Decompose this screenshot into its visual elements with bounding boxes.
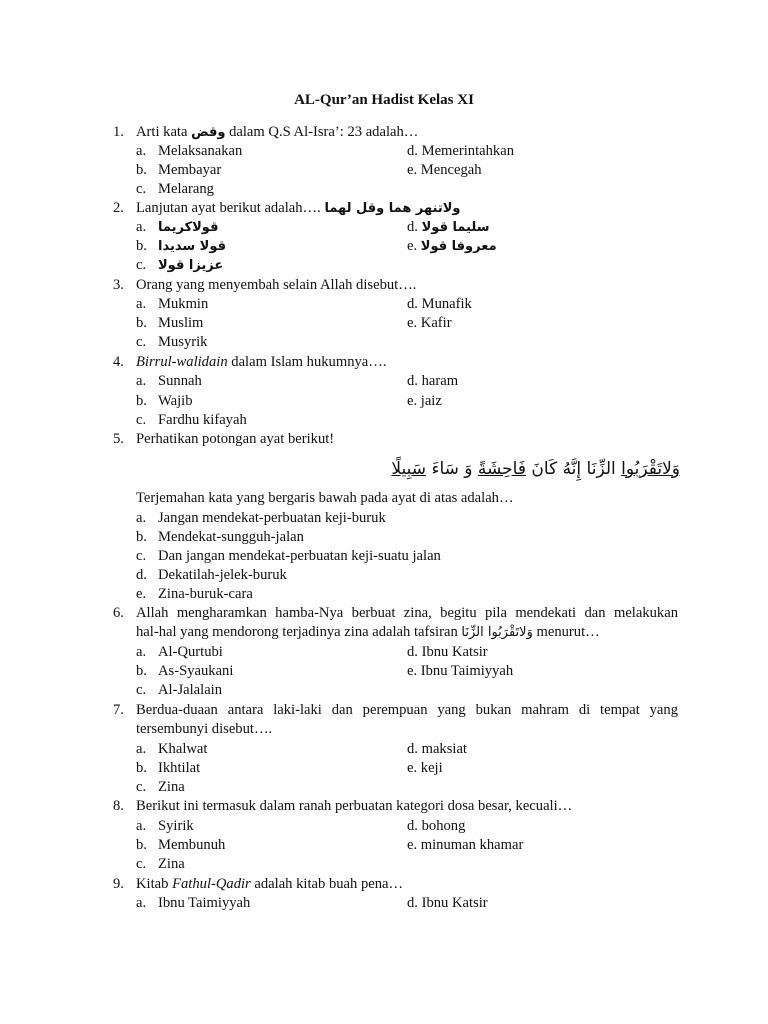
q2-option-e: e. معروفا قولا [407,238,497,254]
q5-option-d: d. Dekatilah-jelek-buruk [136,567,287,583]
q7-option-b: b. Ikhtilat [136,760,201,776]
q3-number: 3. [113,277,124,293]
q7-option-e: e. keji [407,760,443,776]
q1-text-b: dalam Q.S Al-Isra’: 23 adalah… [225,124,419,140]
page-title: AL-Qur’an Hadist Kelas XI [294,92,474,108]
q7-text [136,701,678,739]
q6-text [136,604,678,642]
q7-option-d: d. maksiat [407,741,467,757]
q9-option-d: d. Ibnu Katsir [407,895,488,911]
q9-text: Kitab Fathul-Qadir adalah kitab buah pena… [136,876,404,892]
q7-number: 7. [113,702,124,718]
q1-option-e: e. Mencegah [407,162,482,178]
q4-option-a: a. Sunnah [136,373,202,389]
q6-number: 6. [113,605,124,621]
q4-option-c: c. Fardhu kifayah [136,412,247,428]
q8-option-c: c. Zina [136,856,185,872]
q3-option-a: a. Mukmin [136,296,209,312]
q1-option-d: d. Memerintahkan [407,143,514,159]
q7-option-a: a. Khalwat [136,741,208,757]
q1-text-a: Arti kata [136,124,192,140]
q8-text: Berikut ini termasuk dalam ranah perbuatan kategori dosa besar, kecuali… [136,798,573,814]
q2-text: Lanjutan ayat berikut adalah…. ولاتنهر هما وقل لهما [136,200,461,216]
q2-option-a: a. قولاكريما [136,219,219,235]
q5-option-c: c. Dan jangan mendekat-perbuatan keji-suatu jalan [136,548,441,564]
q6-line-2: hal-hal yang mendorong terjadinya zina adalah tafsiran وَلاتَقْرَبُوا الزِّنَا menurut… [136,624,600,640]
q1-number: 1. [113,124,124,140]
q1-text [136,123,418,142]
q6-option-d: d. Ibnu Katsir [407,644,488,660]
q9-option-a: a. Ibnu Taimiyyah [136,895,251,911]
q8-option-b: b. Membunuh [136,837,226,853]
q4-option-b: b. Wajib [136,393,193,409]
q3-option-b: b. Muslim [136,315,204,331]
q1-option-b: b. Membayar [136,162,222,178]
q5-instruction: Terjemahan kata yang bergaris bawah pada ayat di atas adalah… [136,490,514,506]
q5-ayat: وَلاتَقْرَبُوا الزِّنَا إِنَّهُ كَانَ فَاحِشَةً وَ سَاءَ سَبِيلًا [391,459,680,479]
q3-option-e: e. Kafir [407,315,452,331]
q6-option-e: e. Ibnu Taimiyyah [407,663,514,679]
q4-text: Birrul-walidain dalam Islam hukumnya…. [136,354,387,370]
q3-text: Orang yang menyembah selain Allah disebut…. [136,277,417,293]
q7-line-2: tersembunyi disebut…. [136,721,273,737]
q2-option-b: b. قولا سديدا [136,238,227,254]
q7-option-c: c. Zina [136,779,185,795]
q8-option-a: a. Syirik [136,818,194,834]
q6-option-b: b. As-Syaukani [136,663,234,679]
q6-option-c: c. Al-Jalalain [136,682,223,698]
q4-option-d: d. haram [407,373,459,389]
q3-option-c: c. Musyrik [136,334,208,350]
q8-option-d: d. bohong [407,818,466,834]
q5-option-b: b. Mendekat-sungguh-jalan [136,529,304,545]
q5-option-a: a. Jangan mendekat-perbuatan keji-buruk [136,510,386,526]
q5-text: Perhatikan potongan ayat berikut! [136,431,335,447]
q1-arabic: وقض [191,125,226,140]
q4-number: 4. [113,354,124,370]
q7-line-1: Berdua-duaan antara laki-laki dan perempuan yang bukan mahram di tempat yang [136,702,678,718]
q6-line-1: Allah mengharamkan hamba-Nya berbuat zina, begitu pila mendekati dan melakukan [136,605,678,621]
q4-option-e: e. jaiz [407,393,442,409]
q2-number: 2. [113,200,124,216]
q2-arabic: ولاتنهر هما وقل لهما [324,201,461,216]
q8-option-e: e. minuman khamar [407,837,524,853]
q1-option-a: a. Melaksanakan [136,143,243,159]
q9-number: 9. [113,876,124,892]
q3-option-d: d. Munafik [407,296,472,312]
q5-option-e: e. Zina-buruk-cara [136,586,253,602]
q2-option-c: c. عزيزا قولا [136,257,224,273]
q6-option-a: a. Al-Qurtubi [136,644,223,660]
q8-number: 8. [113,798,124,814]
q5-number: 5. [113,431,124,447]
q1-option-c: c. Melarang [136,181,214,197]
q2-option-d: d. سليما قولا [407,219,490,235]
